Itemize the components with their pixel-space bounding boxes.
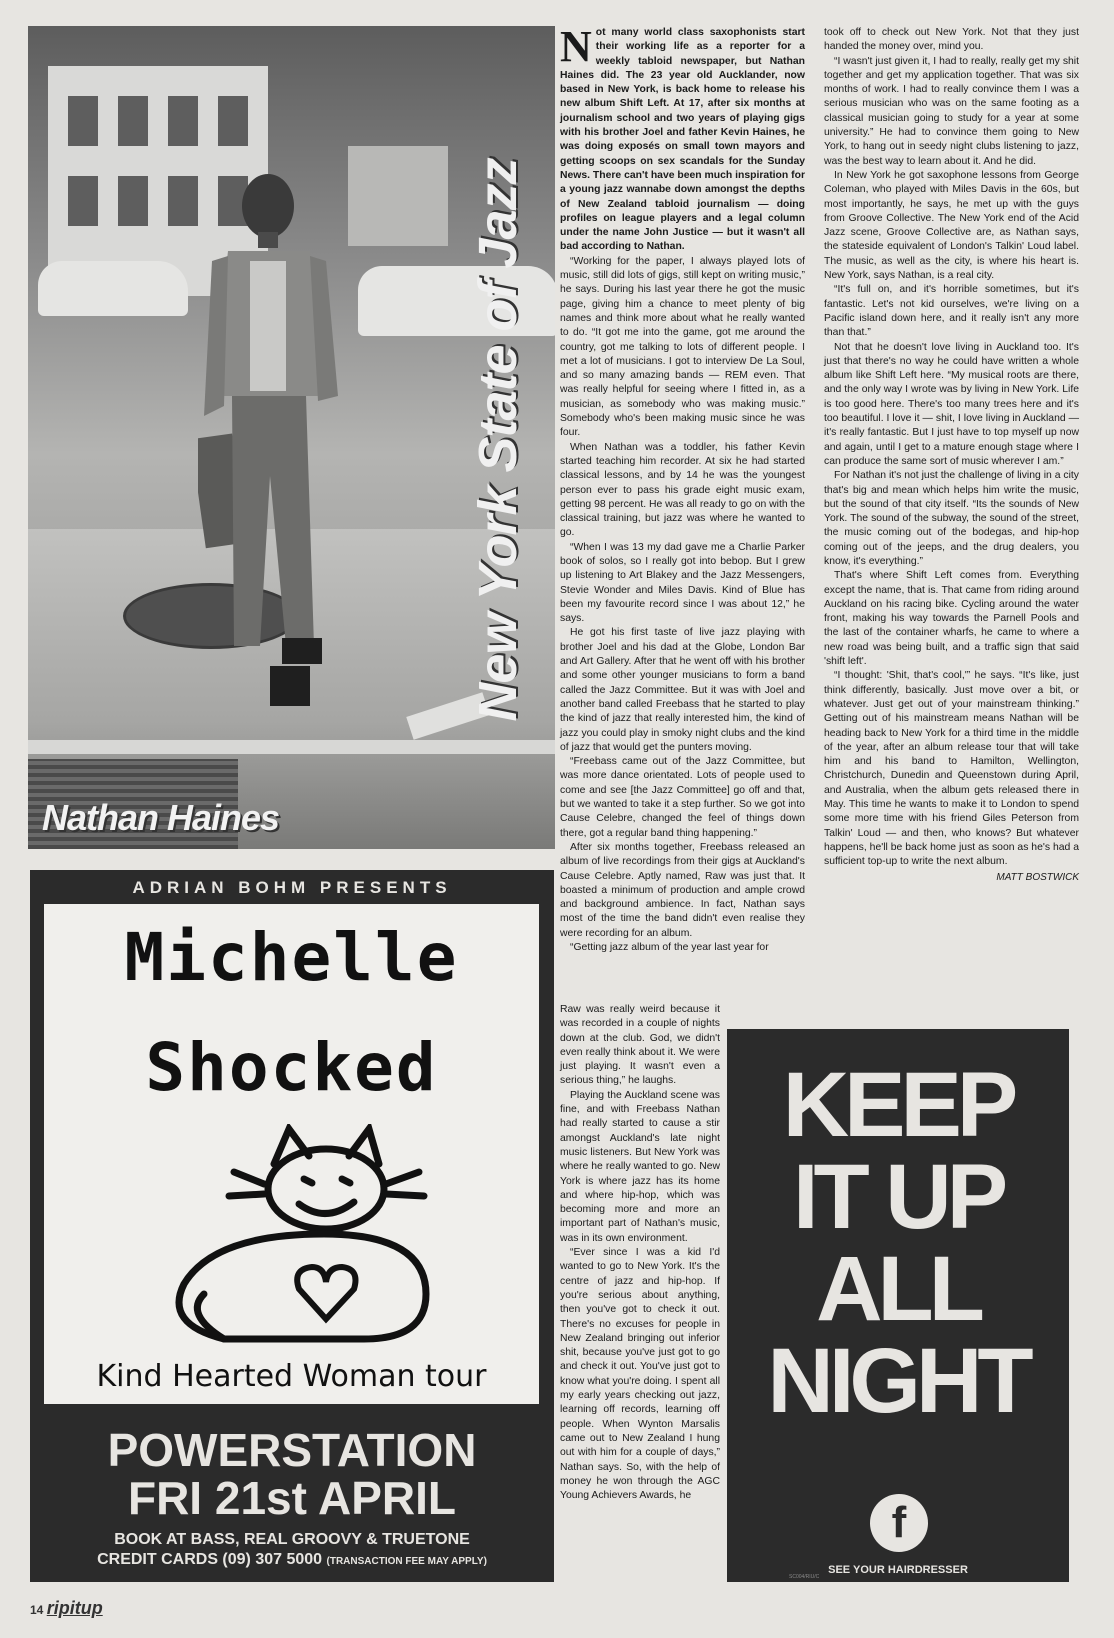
booking-outlets: BOOK AT BASS, REAL GROOVY & TRUETONE: [114, 1531, 470, 1548]
article-column-1-continued: [560, 1003, 720, 1503]
article-paragraph: took off to check out New York. Not that they just handed the money over, mind you.: [824, 27, 1079, 53]
credit-card-line: CREDIT CARDS (09) 307 5000: [97, 1551, 323, 1568]
article-paragraph: “I thought: 'Shit, that's cool,'” he says. “It's like, just think differently, basically. Just move over a bit, or whatever. Just get out of your mainstream thinking.” Getting out of his mainstream means Nathan will be heading back to New York for a third time in the middle of the year, after an album release tour that will take him and his band to Hamilton, Wellington, Christchurch, Dunedin and Queenstown during April, and Australia, when the album gets released there in May. This time he wants to make it to London to spend some more time with his friend Giles Peterson from Talkin' Loud — and then, who knows? But whatever happens, he'll be back home just as soon as he's had a sufficient top-up to write the next album.: [824, 670, 1079, 868]
article-paragraph: “Freebass came out of the Jazz Committee, but was more dance orientated. Lots of people used to come and see [the Jazz Committee] go off and that, but we wanted to take it a step further. So we got into Cause Celebre, changed the feel of things down there, got a regular band thing happening.”: [560, 756, 805, 839]
booking-info: [30, 1530, 554, 1572]
concert-venue: POWERSTATION: [107, 1424, 477, 1476]
article-paragraph: When Nathan was a toddler, his father Kevin started teaching him recorder. At six he had started classical lessons, and by 14 he was the youngest person ever to pass his grade eight music exam, getting 98 percent. He was all ready to go on with the classical training, but jazz was where he wanted to go.: [560, 441, 805, 539]
slogan-line: ALL: [816, 1238, 980, 1340]
article-paragraph: In New York he got saxophone lessons from George Coleman, who played with Miles Davis in the 60s, but most importantly, he says, he met up with the guys from Groove Collective. The New York end of the Acid Jazz scene, Groove Collective are, as Nathan says, the stateside equivalent of London's Talkin' Loud label. The music, as well as the city, is where his heart is. New York, says Nathan, is a real city.: [824, 169, 1079, 282]
musician-figure: [198, 166, 368, 726]
article-body: [560, 22, 1082, 1016]
article-paragraph: Not that he doesn't love living in Auckland too. It's just that there's no way he could have written a whole album like Shift Left here. “My musical roots are there, and the only way I wrote was by living in New York. Life is too good here. There's too many trees here and it's too beautiful. I love it — shit, I love living in Auckland — it's really fantastic. But I just have to top myself up now and again, until I get to a mature enough stage where I can produce the same sort of music wherever I am.”: [824, 341, 1079, 467]
slogan-line: NIGHT: [767, 1330, 1029, 1432]
ad-footer: SEE YOUR HAIRDRESSER: [828, 1564, 968, 1576]
ad-code: SC004/RIU/C: [789, 1574, 820, 1580]
masthead-logo: ripitup: [46, 1598, 103, 1618]
cat-drawing-icon: [164, 1124, 444, 1344]
feature-headline: New York State of Jazz: [468, 158, 528, 722]
article-paragraph: “Ever since I was a kid I'd wanted to go to New York. It's the centre of jazz and hip-hop. If you're serious about anything, then you've got to check it out. There's no excuses for people in New Zealand bringing out inferior shit, because you've just got to go and check it out. You've just got to know what you're doing. I spent all my early years checking out jazz, learning off records, learning off people. When Wynton Marsalis came out to New Zealand I hung out with him for a couple of days,” Nathan says. So, with the help of money he won through the AGC Young Achievers Awards, he: [560, 1247, 720, 1502]
slogan-line: IT UP: [792, 1146, 1004, 1248]
artist-name-line-1: Michelle: [124, 919, 459, 996]
page-number: 14: [30, 1603, 44, 1617]
article-column-2: [824, 26, 1079, 885]
article-paragraph: “Working for the paper, I always played lots of music, still did lots of gigs, still kept on writing music,” he says. During his last year there he got the music page, giving him a chance to meet plenty of big names and think more about what he really wanted to do. “It got me into the game, got me around the country, got me talking to lots of different people. I met a lot of musicians. I got to interview De La Soul, and so many amazing bands — REM even. That was really helpful for seeing where I fitted in, as a musician, as somebody who was making music.” Somebody who's been making music since he was four.: [560, 255, 805, 439]
drop-cap: N: [560, 22, 592, 71]
artist-name-line-2: Shocked: [145, 1029, 438, 1106]
byline: MATT BOSTWICK: [996, 871, 1079, 883]
slogan-line: KEEP: [782, 1054, 1014, 1156]
transaction-fee-note: (TRANSACTION FEE MAY APPLY): [326, 1556, 487, 1567]
article-paragraph: Playing the Auckland scene was fine, and with Freebass Nathan had really started to cause a stir amongst Auckland's late night music listeners. But New York was where he really wanted to go. New York is where jazz has its home and where hip-hop, which was becoming more and more an important part of Nathan's music, was in its own environment.: [560, 1089, 720, 1244]
article-paragraph: “I wasn't just given it, I had to really, really get my shit together and get my application together. That was six months of work. I had to really convince them I was a serious musician who was on the same footing as a classical musician going to study for a year at some university.” He had to convince them going to New York, to hang out in seedy night clubs listening to jazz, was the best way to learn about it. And he did.: [824, 55, 1079, 167]
article-paragraph: “When I was 13 my dad gave me a Charlie Parker book of solos, so I really got into bebop. But I grew up listening to Art Blakey and the Jazz Messengers, Stevie Wonder and Miles Davis. Kind of Blue has been my favourite record since I was about 12,” he says.: [560, 541, 805, 625]
article-paragraph: “It's full on, and it's horrible sometimes, but it's fantastic. Let's not kid ourselves, we're living on a Pacific island down here, and it really isn't any more than that.”: [824, 284, 1079, 339]
ad-presenter: ADRIAN BOHM PRESENTS: [132, 878, 452, 897]
article-paragraph: For Nathan it's not just the challenge of living in a city that's big and mean which helps him write the music, but the sound of that city itself. “Its the sounds of New York. The sound of the subway, the sound of the street, the music coming out of the bodegas, and hip-hop coming out of the jeeps, and the drug dealers, you know, it's everything.”: [824, 470, 1079, 567]
article-paragraph: That's where Shift Left comes from. Everything except the name, that is. That came from riding around Auckland on his racing bike. Cycling around the water front, making his way towards the Parnell Pools and the last of the container wharfs, he came to where a new road was being built, and a traffic sign that said 'shift left'.: [824, 570, 1079, 668]
article-paragraph: “Getting jazz album of the year last year for: [570, 942, 769, 953]
article-column-1: [560, 22, 805, 955]
ad-slogan: [727, 1054, 1069, 1432]
subject-name: Nathan Haines: [42, 797, 280, 838]
page-folio: [30, 1598, 103, 1619]
brand-logo-icon: f: [870, 1494, 928, 1552]
lede-paragraph: [560, 22, 805, 255]
concert-venue-date: [30, 1426, 554, 1522]
concert-date: FRI 21st APRIL: [127, 1472, 457, 1524]
hair-product-ad: [727, 1029, 1069, 1582]
ad-artwork-panel: [44, 904, 539, 1404]
lede-text: ot many world class saxophonists start their working life as a reporter for a weekly tabloid newspaper, but Nathan Haines did. The 23 year old Aucklander, now based in New York, is back home to release his new album Shift Left. At 17, after six months at journalism school and two years of playing gigs with his brother Joel and father Kevin Haines, he was doing exposés on small town mayors and getting scoops on sex scandals for the Sunday News. There can't have been much inspiration for a young jazz wannabe down amongst the depths of New Zealand tabloid journalism — doing profiles on league players and a legal column under the name John Justice — but it wasn't all bad according to Nathan.: [560, 27, 805, 253]
article-paragraph: After six months together, Freebass released an album of live recordings from their gigs at Auckland's Cause Celebre. Aptly named, Raw was just that. It boasted a minimum of production and ample crowd and background ambience. In fact, Nathan says most of the time the band didn't even realise they were recording for an album.: [560, 841, 805, 939]
article-paragraph: He got his first taste of live jazz playing with brother Joel and his dad at the Globe, London Bar and Art Gallery. After that he went off with his brother and some other younger musicians to form a band called the Jazz Committee. But it was with Joel and another band called Freebass that he started to play the kind of jazz that really interested him, the kind of jazz you could play in smoky night clubs and the kind of jazz that would get the punters moving.: [560, 627, 805, 753]
article-paragraph: Raw was really weird because it was recorded in a couple of nights down at the club. God, we didn't even really think about it. We were just playing. It wasn't even a serious thing,” he laughs.: [560, 1004, 720, 1087]
tour-name: Kind Hearted Woman tour: [96, 1359, 487, 1394]
concert-ad: [30, 870, 554, 1582]
